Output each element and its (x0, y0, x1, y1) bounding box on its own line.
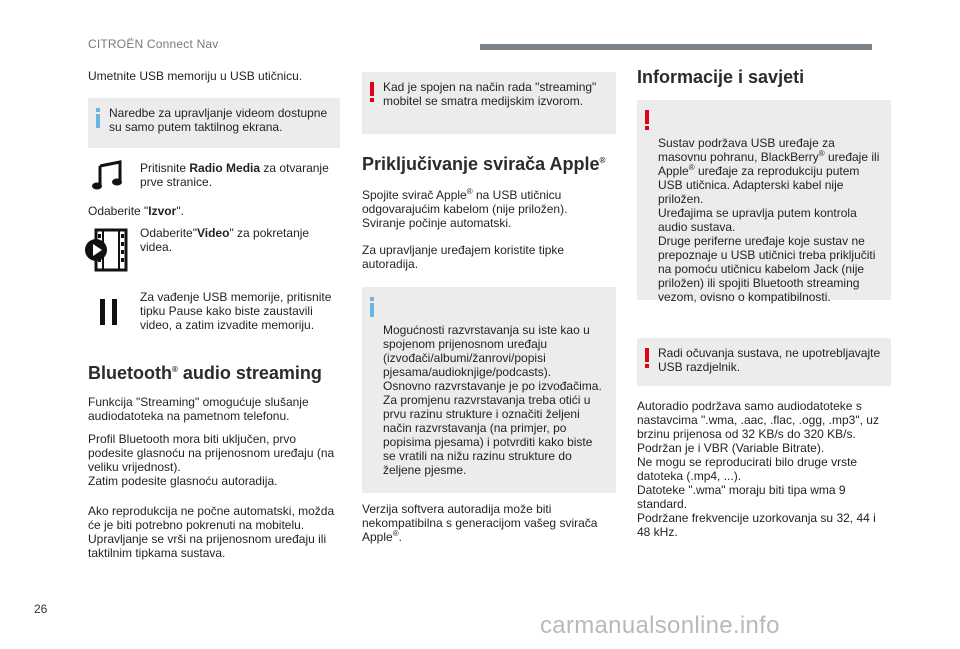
watermark: carmanualsonline.info (540, 612, 780, 639)
pause-icon (100, 299, 118, 325)
video-info-note-text: Naredbe za upravljanje videom dostupne su samo putem taktilnog ekrana. (109, 106, 328, 134)
usb-support-warning-note (637, 100, 891, 304)
step-pause: Za vađenje USB memorije, pritisnite tipku Pause kako biste zaustavili video, a zatim izvadite memoriju. (140, 290, 332, 332)
info-heading: Informacije i savjeti (637, 67, 805, 87)
step-radio-media: Pritisnite Radio Media za otvaranje prve stranice. (140, 161, 329, 189)
warning-icon (645, 348, 649, 368)
usb-hub-warning-note (637, 338, 891, 386)
warning-icon (645, 110, 649, 130)
streaming-warning-text: Kad je spojen na način rada "streaming" mobitel se smatra medijskim izvorom. (383, 80, 597, 108)
header-bar (480, 44, 872, 50)
streaming-warning-note (362, 72, 616, 134)
info-icon (96, 108, 100, 128)
music-note-icon (92, 160, 126, 190)
select-source-text: Odaberite "Izvor". (88, 204, 184, 218)
step-video: Odaberite"Video" za pokretanje videa. (140, 226, 310, 254)
warning-icon (370, 82, 374, 102)
video-info-note (88, 98, 340, 148)
usb-support-warning-text: Sustav podržava USB uređaje za masovnu pohranu, BlackBerry® uređaje ili Apple® uređaje za reprodukciju putem USB utičnica. Adapterski kabel nije priložen. Uređajima se upravlja putem kontrola audio sustava. Druge periferne uređaje koje sustav ne prepoznaje u USB utičnici treba priključiti na pomoću utičnicu kabelom Jack (nije priložen) ili spojiti Bluetooth streaming vezom, ovisno o kompatibilnosti. (658, 136, 880, 304)
bluetooth-profile-text: Profil Bluetooth mora biti uključen, prvo podesite glasnoću na prijenosnom uređaju (na veliku vrijednost). Zatim podesite glasnoću autoradija. (88, 432, 335, 488)
bluetooth-heading: Bluetooth® audio streaming (88, 363, 322, 383)
header-title: CITROËN Connect Nav (88, 37, 219, 51)
streaming-text: Funkcija "Streaming" omogućuje slušanje audiodatoteka na pametnom telefonu. (88, 395, 309, 423)
page-number: 26 (34, 602, 48, 616)
usb-insert-text: Umetnite USB memoriju u USB utičnicu. (88, 69, 303, 83)
sorting-info-note (362, 287, 616, 493)
sorting-info-text: Mogućnosti razvrstavanja su iste kao u spojenom prijenosnom uređaju (izvođači/albumi/žanrovi/popisi pjesama/audioknjige/podcasts). Osnovno razvrstavanje je po izvođačima. Za promjenu razvrstavanja treba otići u prvu razinu strukture i označiti željeni način razvrstavanja (na primjer, po popisima pjesama) i potvrditi kako biste se vratili na nižu razinu strukture do željene pjesme. (383, 323, 602, 477)
apple-connect-text: Spojite svirač Apple® na USB utičnicu odgovarajućim kabelom (nije priložen). Sviranje počinje automatski. (362, 187, 568, 230)
audio-formats-text: Autoradio podržava samo audiodatoteke s nastavcima ".wma, .aac, .flac, .ogg, .mp3", uz brzinu prijenosa od 32 KB/s do 320 KB/s. Podržan je i VBR (Variable Bitrate). Ne mogu se reproducirati bilo druge vrste datoteka (.mp4, ...). Datoteke ".wma" moraju biti tipa wma 9 standard. Podržane frekvencije uzorkovanja su 32, 44 i 48 kHz. (637, 399, 879, 539)
software-version-text: Verzija softvera autoradija može biti nekompatibilna s generacijom vašeg svirača Apple®. (362, 502, 598, 544)
apple-control-text: Za upravljanje uređajem koristite tipke autoradija. (362, 243, 565, 271)
video-film-icon (84, 228, 130, 272)
usb-hub-warning-text: Radi očuvanja sustava, ne upotrebljavajte USB razdjelnik. (658, 346, 881, 374)
info-icon (370, 297, 374, 317)
apple-heading: Priključivanje svirača Apple® (362, 154, 606, 174)
autoplay-text: Ako reprodukcija ne počne automatski, možda će je biti potrebno pokrenuti na mobitelu. Upravljanje se vrši na prijenosnom uređaju ili taktilnim tipkama sustava. (88, 504, 335, 560)
